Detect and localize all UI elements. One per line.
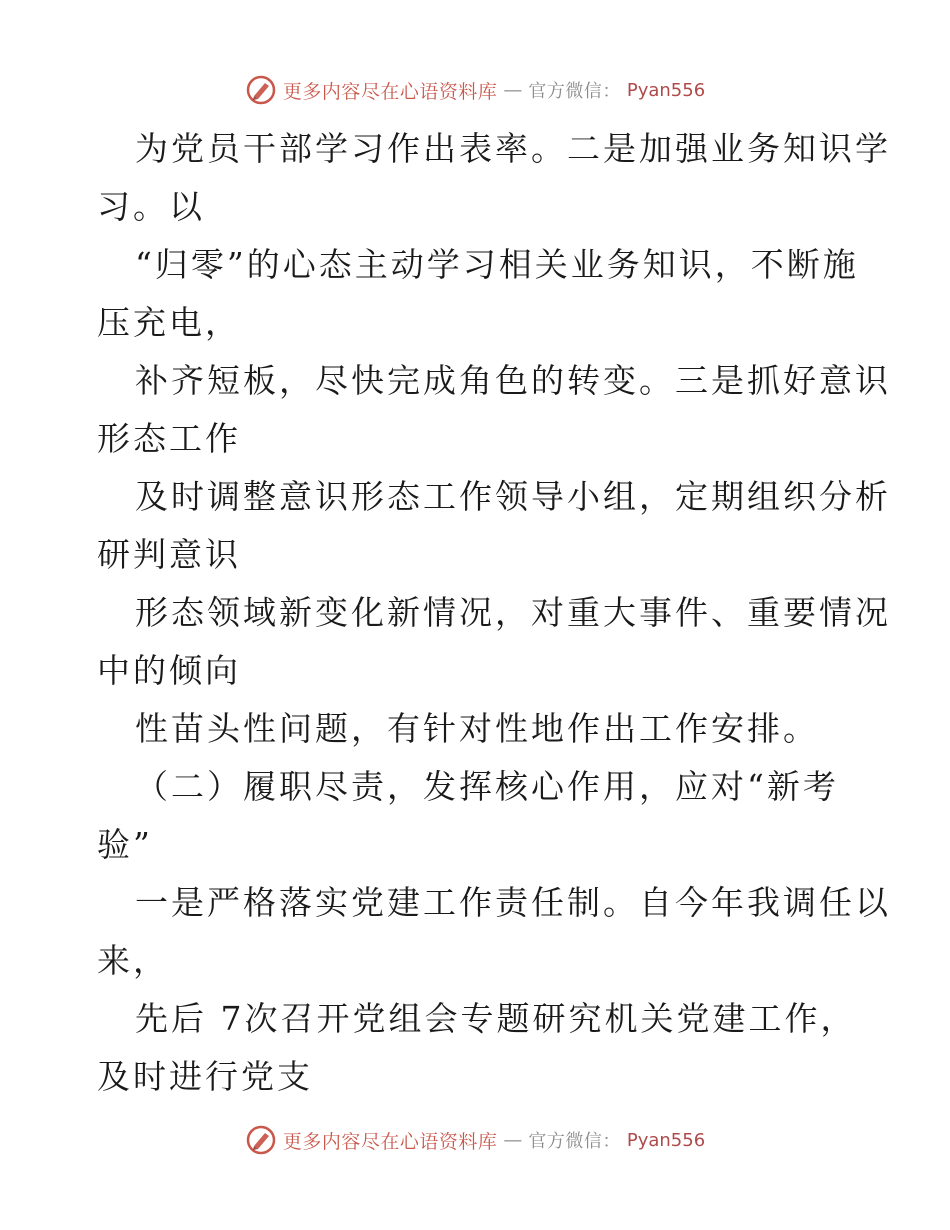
- text-line: 及时进行党支: [97, 1057, 313, 1096]
- footer-separator: —: [503, 1129, 523, 1151]
- text-line: 补齐短板，尽快完成角色的转变。三是抓好意识: [135, 361, 891, 400]
- text-line: 习。以: [97, 187, 205, 226]
- document-body: [97, 120, 891, 1106]
- text-line: 来，: [97, 941, 169, 980]
- text-line: 为党员干部学习作出表率。二是加强业务知识学: [135, 129, 891, 168]
- text-line: 压充电，: [97, 303, 241, 342]
- section-heading: （二）履职尽责，发挥核心作用，应对“新考: [135, 767, 839, 806]
- text-line: 验”: [97, 825, 153, 864]
- text-line: 及时调整意识形态工作领导小组，定期组织分析: [135, 477, 891, 516]
- header-wechat-label: 官方微信：: [528, 81, 621, 102]
- pen-logo-icon: [245, 74, 277, 106]
- text-line: 中的倾向: [97, 651, 241, 690]
- text-line: 先后 7次召开党组会专题研究机关党建工作，: [135, 999, 857, 1038]
- text-line: “归零”的心态主动学习相关业务知识，不断施: [135, 245, 859, 284]
- footer-wechat-id: Pyan556: [626, 1129, 706, 1151]
- header-separator: —: [503, 79, 523, 101]
- text-line: 性苗头性问题，有针对性地作出工作安排。: [135, 709, 819, 748]
- footer-site-text: 更多内容尽在心语资料库: [282, 1130, 498, 1153]
- text-line: 一是严格落实党建工作责任制。自今年我调任以: [135, 883, 891, 922]
- text-line: 研判意识: [97, 535, 241, 574]
- text-line: 形态领域新变化新情况，对重大事件、重要情况: [135, 593, 891, 632]
- footer-wechat-label: 官方微信：: [528, 1131, 621, 1152]
- header-site-text: 更多内容尽在心语资料库: [282, 80, 498, 103]
- pen-logo-icon: [245, 1124, 277, 1156]
- page-footer: [0, 1120, 950, 1160]
- page-header: [0, 70, 950, 110]
- header-wechat-id: Pyan556: [626, 79, 706, 101]
- text-line: 形态工作: [97, 419, 241, 458]
